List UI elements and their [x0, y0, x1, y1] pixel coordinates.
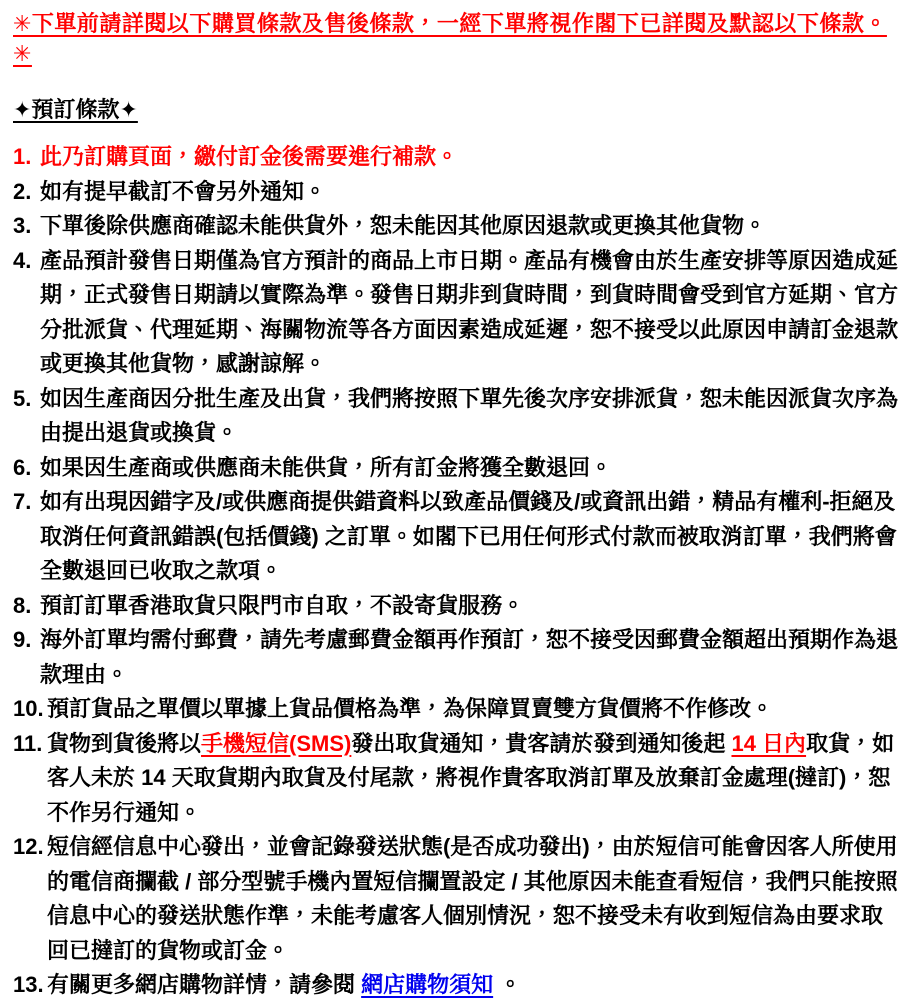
- term-item-13: [13, 968, 899, 1003]
- term-text: 如因生產商因分批生產及出貨，我們將按照下單先後次序安排派貨，恕未能因派貨次序為由提出退貨或換貨。: [40, 385, 899, 445]
- term-number: 10.: [13, 696, 44, 721]
- term-number: 6.: [13, 454, 32, 480]
- term-item-8: [13, 589, 899, 624]
- term-text: 取貨，如客人未於 14 天取貨期內取貨及付尾款，將視作貴客取消訂單及放棄訂金處理(撻訂)，恕不作另行通知。: [47, 730, 895, 825]
- term-number: 4.: [13, 247, 32, 273]
- shop-guide-link[interactable]: 網店購物須知: [361, 972, 494, 997]
- term-item-7: [13, 485, 899, 589]
- term-text: 如有出現因錯字及/或供應商提供錯資料以致產品價錢及/或資訊出錯，精品有權利-拒絕及取消任何資訊錯誤(包括價錢) 之訂單。如閣下已用任何形式付款而被取消訂單，我們將會全數退回已收取之款項。: [40, 489, 897, 583]
- term-item-4: [13, 244, 899, 382]
- notice-banner: ✳下單前請詳閱以下購買條款及售後條款，一經下單將視作閣下已詳閱及默認以下條款。✳: [13, 11, 887, 66]
- term-item-12: [13, 830, 899, 968]
- section-title: ✦預訂條款✦: [13, 97, 138, 122]
- term-number: 2.: [13, 178, 32, 204]
- term-text: 產品預計發售日期僅為官方預計的商品上市日期。產品有機會由於生產安排等原因造成延期，正式發售日期請以實際為準。發售日期非到貨時間，到貨時間會受到官方延期、官方分批派貨、代理延期、海關物流等各方面因素造成延遲，恕不接受以此原因申請訂金退款或更換其他貨物，感謝諒解。: [40, 247, 899, 376]
- term-item-9: [13, 623, 899, 692]
- term-item-3: [13, 209, 899, 244]
- term-text: 下單後除供應商確認未能供貨外，恕未能因其他原因退款或更換其他貨物。: [40, 213, 767, 238]
- term-number: 9.: [13, 627, 32, 652]
- term-number: 3.: [13, 213, 32, 238]
- term-text: 發出取貨通知，貴客請於發到通知後起: [351, 730, 732, 756]
- term-text: 短信經信息中心發出，並會記錄發送狀態(是否成功發出)，由於短信可能會因客人所使用的電信商攔截 / 部分型號手機內置短信攔置設定 / 其他原因未能查看短信，我們只能按照信息中心的發送狀態作準，未能考慮客人個別情況，恕不接受未有收到短信為由要求取回已撻訂的貨物或訂金。: [47, 834, 898, 963]
- term-text: 。: [493, 972, 522, 997]
- term-text: 預訂貨品之單價以單據上貨品價格為準，為保障買賣雙方貨價將不作修改。: [47, 696, 774, 721]
- term-number: 5.: [13, 385, 32, 411]
- term-text: 貨物到貨後將以: [47, 730, 202, 756]
- term-item-1: [13, 140, 899, 175]
- term-text: 預訂訂單香港取貨只限門市自取，不設寄貨服務。: [40, 592, 525, 618]
- term-text: 如果因生產商或供應商未能供貨，所有訂金將獲全數退回。: [40, 454, 613, 480]
- term-number: 13.: [13, 972, 44, 997]
- term-number: 1.: [13, 144, 32, 169]
- term-text: 如有提早截訂不會另外通知。: [40, 178, 327, 204]
- term-text: 此乃訂購頁面，繳付訂金後需要進行補款。: [40, 144, 459, 169]
- term-text: 有關更多網店購物詳情，請參閱: [47, 972, 362, 997]
- term-text: 海外訂單均需付郵費，請先考慮郵費金額再作預訂，恕不接受因郵費金額超出預期作為退款理由。: [40, 627, 899, 687]
- term-item-10: [13, 692, 899, 727]
- pickup-deadline-highlight: 14 日內: [731, 730, 807, 756]
- terms-list: [13, 140, 899, 1003]
- term-number: 7.: [13, 489, 32, 514]
- sms-notice-highlight: 手機短信(SMS): [201, 730, 352, 756]
- term-item-11: [13, 727, 899, 831]
- term-number: 12.: [13, 834, 44, 859]
- term-item-6: [13, 451, 899, 486]
- term-number: 8.: [13, 592, 32, 618]
- term-item-5: [13, 382, 899, 451]
- term-item-2: [13, 175, 899, 210]
- term-number: 11.: [13, 730, 43, 756]
